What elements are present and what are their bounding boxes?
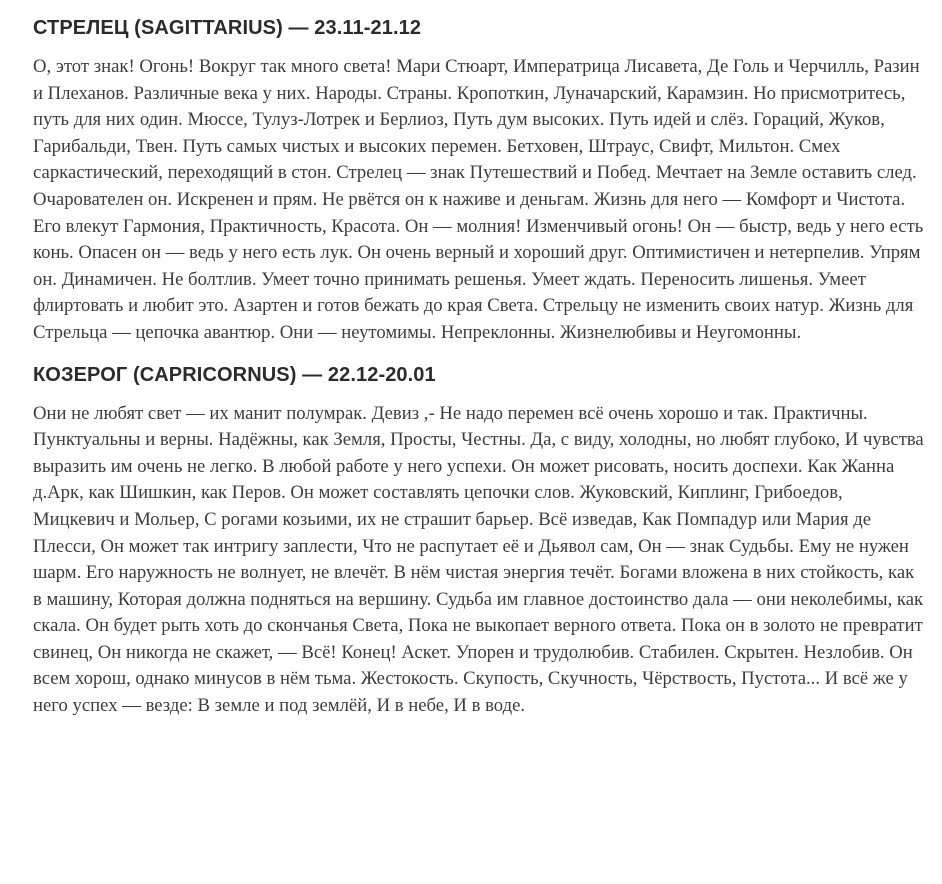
- section-text-capricornus: Они не любят свет — их манит полумрак. Девиз ,- Не надо перемен всё очень хорошо и так. Практичны. Пунктуальны и верны. Надёжны, как Земля, Просты, Честны. Да, с виду, холодны, но любят глубоко, И чувства выразить им очень не легко. В любой работе у него успехи. Он может рисовать, носить доспехи. Как Жанна д.Арк, как Шишкин, как Перов. Он может составлять цепочки слов. Жуковский, Киплинг, Грибоедов, Мицкевич и Мольер, С рогами козьими, их не страшит барьер. Всё изведав, Как Помпадур или Мария де Плесси, Он может так интригу заплести, Что не распутает её и Дьявол сам, Он — знак Судьбы. Ему не нужен шарм. Его наружность не волнует, не влечёт. В нём чистая энергия течёт. Богами вложена в них стойкость, как в машину, Которая должна подняться на вершину. Судьба им главное достоинство дала — они неколебимы, как скала. Он будет рыть хоть до скончанья Света, Пока не выкопает верного ответа. Пока он в золото не превратит свинец, Он никогда не скажет, — Всё! Конец! Аскет. Упорен и трудолюбив. Стабилен. Скрытен. Незлобив. Он всем хорош, однако минусов в нём тьма. Жестокость. Скупость, Скучность, Чёрствость, Пустота... И всё же у него успех — везде: В земле и под землёй, И в небе, И в воде.: [33, 402, 924, 717]
- section-sagittarius: [33, 14, 930, 347]
- section-heading-capricornus: КОЗЕРОГ (CAPRICORNUS) — 22.12-20.01: [33, 363, 436, 386]
- section-heading-sagittarius: СТРЕЛЕЦ (SAGITTARIUS) — 23.11-21.12: [33, 17, 422, 39]
- section-text-sagittarius: О, этот знак! Огонь! Вокруг так много света! Мари Стюарт, Императрица Лисавета, Де Голь и Черчилль, Разин и Плеханов. Различные века у них. Народы. Страны. Кропоткин, Луначарский, Карамзин. Но присмотритесь, путь для них один. Мюссе, Тулуз-Лотрек и Берлиоз, Путь дум высоких. Путь идей и слёз. Гораций, Жуков, Гарибальди, Твен. Путь самых чистых и высоких перемен. Бетховен, Штраус, Свифт, Мильтон. Смех саркастический, переходящий в стон. Стрелец — знак Путешествий и Побед. Мечтает на Земле оставить след. Очарователен он. Искренен и прям. Не рвётся он к наживе и деньгам. Жизнь для него — Комфорт и Чистота. Его влекут Гармония, Практичность, Красота. Он — молния! Изменчивый огонь! Он — быстр, ведь у него есть конь. Опасен он — ведь у него есть лук. Он очень верный и хороший друг. Оптимистичен и нетерпелив. Упрям он. Динамичен. Не болтлив. Умеет точно принимать решенья. Умеет ждать. Переносить лишенья. Умеет флиртовать и любит это. Азартен и готов бежать до края Света. Стрельцу не изменить своих натур. Жизнь для Стрельца — цепочка авантюр. Они — неутомимы. Непреклонны. Жизнелюбивы и Неугомонны.: [33, 56, 924, 343]
- section-capricornus: [33, 361, 930, 720]
